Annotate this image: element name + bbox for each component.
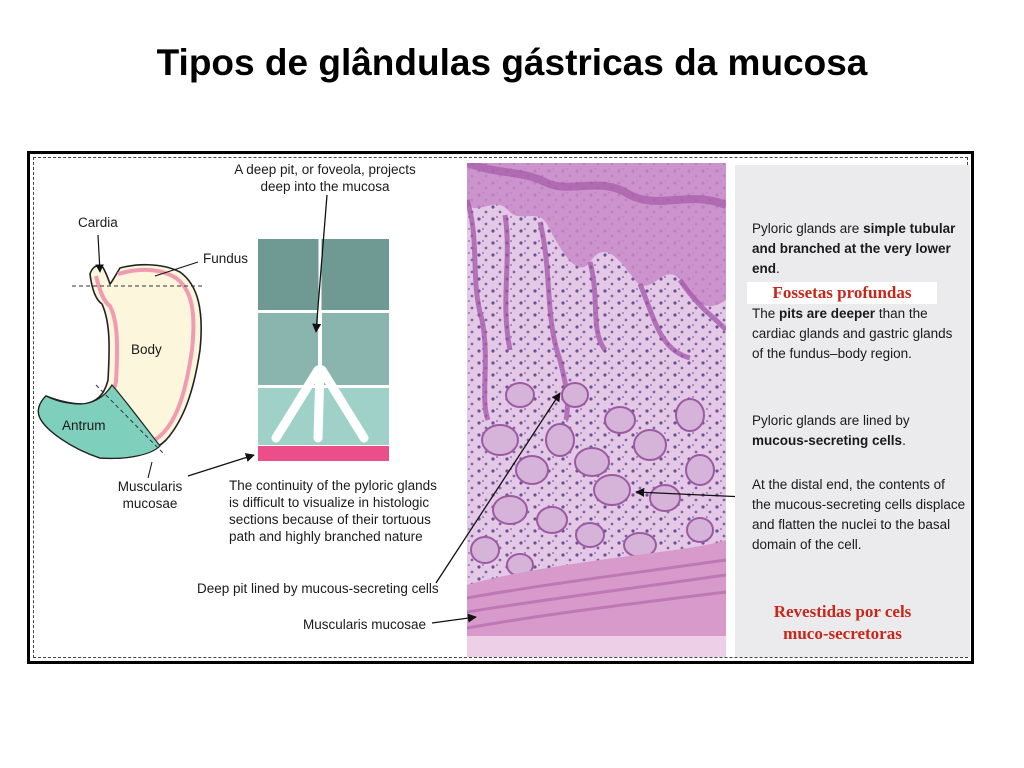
annotation-revestidas-line1: Revestidas por cels xyxy=(773,602,912,621)
label-muscularis-mucosae-micrograph: Muscularis mucosae xyxy=(303,617,427,632)
gland-diagram xyxy=(188,195,389,476)
foveola-line2: deep into the mucosa xyxy=(260,179,390,194)
foveola-line1: A deep pit, or foveola, projects xyxy=(234,162,416,177)
gland-top-block xyxy=(258,239,389,310)
panel-p3-text: Pyloric glands are lined by xyxy=(752,413,910,428)
panel-p2-bold: pits are deeper xyxy=(779,306,876,321)
explanation-panel xyxy=(735,165,970,657)
panel-paragraph-pits xyxy=(752,304,967,364)
panel-paragraph-lining xyxy=(752,411,967,451)
stomach-diagram xyxy=(38,235,205,478)
annotation-revestidas-line2: muco-secretoras xyxy=(783,624,902,643)
label-cardia: Cardia xyxy=(78,215,118,230)
label-muscularis-line1: Muscularis xyxy=(117,479,183,494)
gland-caption-line3: sections because of their tortuous xyxy=(229,512,431,527)
gland-caption-line1: The continuity of the pyloric glands xyxy=(229,478,437,493)
label-fundus: Fundus xyxy=(203,251,249,266)
label-body: Body xyxy=(131,342,162,357)
gland-caption-line2: is difficult to visualize in histologic xyxy=(229,495,430,510)
panel-paragraph-distal: At the distal end, the contents of the mucous-secreting cells displace and flatten the nuclei to the basal domain of the cell. xyxy=(752,477,966,552)
label-foveola xyxy=(220,161,430,195)
annotation-revestidas xyxy=(740,601,945,645)
panel-p2-text: The xyxy=(752,306,780,321)
panel-p1-end: . xyxy=(776,261,780,276)
slide-title: Tipos de glândulas gástricas da mucosa xyxy=(156,42,868,83)
gland-caption xyxy=(229,477,469,545)
label-deep-pit: Deep pit lined by mucous-secreting cells xyxy=(197,581,439,596)
annotation-fossetas-profundas: Fossetas profundas xyxy=(747,282,937,304)
label-antrum: Antrum xyxy=(62,418,106,433)
panel-p2-end: than the cardiac glands and gastric glands of the fundus–body region. xyxy=(752,306,953,361)
panel-p1-bold: simple tubular and branched at the very lower end xyxy=(752,221,956,276)
panel-p3-bold: mucous-secreting cells xyxy=(752,433,903,448)
panel-p1-text: Pyloric glands are xyxy=(752,221,864,236)
histology-micrograph xyxy=(467,163,726,657)
panel-paragraph-structure xyxy=(752,219,967,279)
label-muscularis-line2: mucosae xyxy=(122,496,178,511)
muscularis-band xyxy=(258,446,389,461)
label-muscularis-mucosae-stomach xyxy=(106,478,194,512)
gland-caption-line4: path and highly branched nature xyxy=(229,529,423,544)
panel-p3-end: . xyxy=(902,433,906,448)
